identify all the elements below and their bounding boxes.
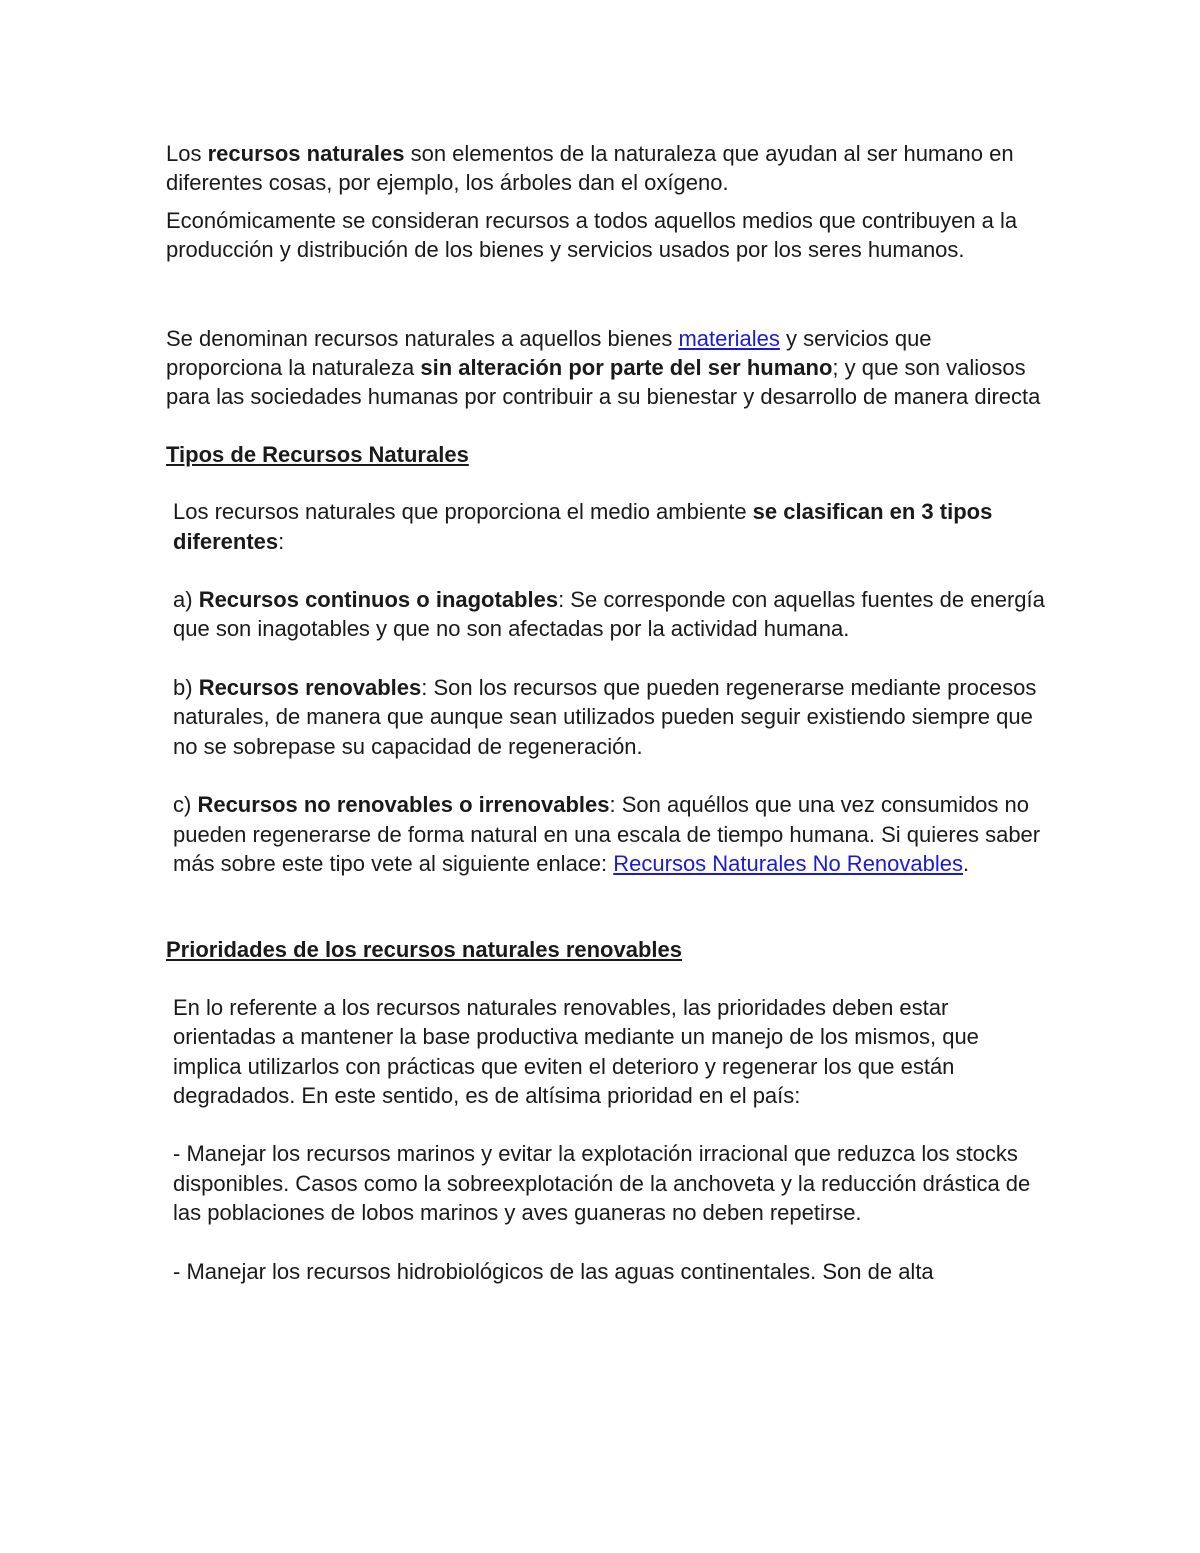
- economic-paragraph: Económicamente se consideran recursos a todos aquellos medios que contribuyen a la producción y distribución de los bienes y servicios usados por los seres humanos.: [166, 207, 1018, 263]
- classification-paragraph: Los recursos naturales que proporciona el medio ambiente se clasifican en 3 tipos diferentes:: [173, 499, 993, 554]
- heading-prioridades: Prioridades de los recursos naturales renovables: [166, 937, 682, 963]
- type-a-item: a) Recursos continuos o inagotables: Se corresponde con aquellas fuentes de energía que son inagotables y que no son afectadas por la actividad humana.: [173, 587, 1045, 642]
- bullet-marine: - Manejar los recursos marinos y evitar la explotación irracional que reduzca los stocks disponibles. Casos como la sobreexplotación de la anchoveta y la reducción drástica de las poblaciones de lobos marinos y aves guaneras no deben repetirse.: [173, 1141, 1031, 1226]
- type-c-item: c) Recursos no renovables o irrenovables: Son aquéllos que una vez consumidos no pueden regenerarse de forma natural en una escala de tiempo humana. Si quieres saber más sobre este tipo vete al siguiente enlace: Recursos Naturales No Renovables.: [173, 792, 1041, 876]
- bullet-hydrobiological: - Manejar los recursos hidrobiológicos de las aguas continentales. Son de alta: [173, 1258, 934, 1284]
- bold-term: recursos naturales: [207, 141, 405, 166]
- priorities-paragraph: En lo referente a los recursos naturales renovables, las prioridades deben estar orientadas a mantener la base productiva mediante un manejo de los mismos, que implica utilizarlos con prácticas que eviten el deterioro y regenerar los que están degradados. En este sentido, es de altísima prioridad en el país:: [173, 994, 979, 1108]
- heading-tipos: Tipos de Recursos Naturales: [166, 441, 469, 467]
- no-renovables-link[interactable]: Recursos Naturales No Renovables: [613, 850, 963, 876]
- intro-paragraph: Los recursos naturales son elementos de la naturaleza que ayudan al ser humano en diferentes cosas, por ejemplo, los árboles dan el oxígeno.: [166, 141, 1014, 196]
- definition-paragraph: Se denominan recursos naturales a aquellos bienes materiales y servicios que proporciona la naturaleza sin alteración por parte del ser humano; y que son valiosos para las sociedades humanas por contribuir a su bienestar y desarrollo de manera directa: [166, 325, 1041, 410]
- materiales-link[interactable]: materiales: [678, 325, 780, 351]
- document-page: [166, 139, 1046, 1286]
- type-b-item: b) Recursos renovables: Son los recursos que pueden regenerarse mediante procesos naturales, de manera que aunque sean utilizados pueden seguir existiendo siempre que no se sobrepase su capacidad de regeneración.: [173, 674, 1037, 759]
